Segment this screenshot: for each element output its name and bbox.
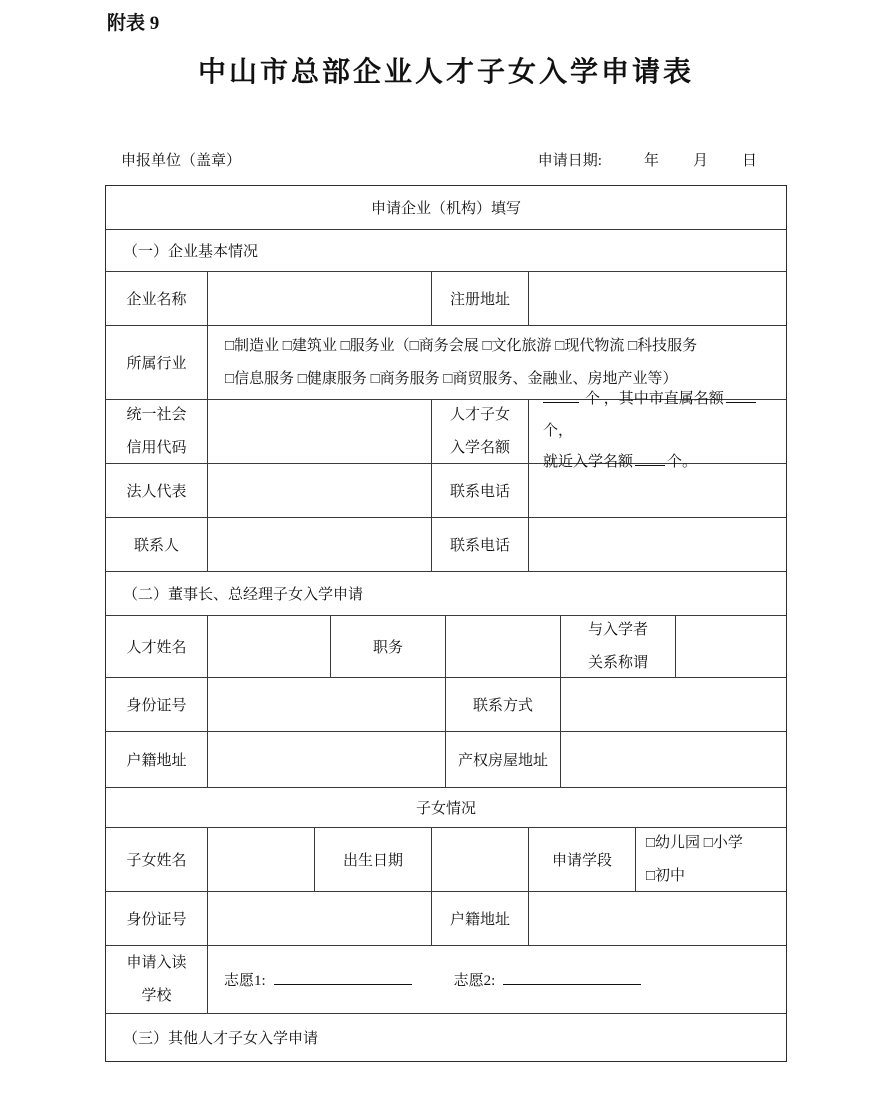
company-name-label: 企业名称 — [106, 272, 208, 325]
choice1-label: 志愿1: — [224, 973, 266, 989]
contact-person-label: 联系人 — [106, 518, 208, 571]
relation-label-line2: 关系称谓 — [587, 654, 648, 671]
stage-options — [636, 828, 786, 891]
row-fill-header — [106, 186, 786, 230]
row-talent-id — [106, 678, 786, 732]
row-children-header — [106, 788, 786, 828]
relation-label — [561, 616, 676, 677]
quota-label — [432, 400, 529, 463]
school-label — [106, 946, 208, 1013]
relation-label-line1: 与入学者 — [587, 622, 648, 639]
talent-hukou-input — [208, 732, 446, 787]
legal-rep-phone-input — [529, 464, 786, 517]
quota-label-line1: 人才子女 — [449, 407, 510, 424]
row-legal-rep — [106, 464, 786, 518]
section1-title: （一）企业基本情况 — [123, 244, 259, 260]
legal-rep-label: 法人代表 — [106, 464, 208, 517]
appendix-label: 附表 9 — [107, 13, 160, 34]
school-label-line2: 学校 — [141, 987, 172, 1004]
choice2-blank — [503, 984, 641, 985]
legal-rep-input — [208, 464, 432, 517]
declare-unit-label: 申报单位（盖章） — [121, 153, 242, 169]
apply-date-label: 申请日期: — [537, 153, 602, 169]
row-section1 — [106, 230, 786, 272]
child-hukou-input — [529, 892, 786, 945]
application-form-table — [105, 185, 787, 1062]
company-name-input — [208, 272, 432, 325]
row-talent-hukou — [106, 732, 786, 788]
birth-date-label: 出生日期 — [315, 828, 432, 891]
date-day-label: 日 — [741, 153, 757, 169]
contact-person-input — [208, 518, 432, 571]
children-header-label: 子女情况 — [415, 801, 476, 817]
credit-code-label-line1: 统一社会 — [126, 407, 187, 424]
relation-input — [676, 616, 786, 677]
choice1-blank — [274, 984, 412, 985]
position-input — [446, 616, 561, 677]
property-address-label: 产权房屋地址 — [446, 732, 561, 787]
talent-id-input — [208, 678, 446, 731]
fill-header-label: 申请企业（机构）填写 — [370, 201, 521, 217]
contact-phone-label: 联系电话 — [432, 518, 529, 571]
row-child-id — [106, 892, 786, 946]
stage-options-line2: □初中 — [646, 867, 686, 884]
credit-code-input — [208, 400, 432, 463]
row-section2 — [106, 572, 786, 616]
school-label-line1: 申请入读 — [126, 955, 187, 972]
credit-code-label — [106, 400, 208, 463]
quota-total-blank — [543, 402, 579, 403]
child-id-label: 身份证号 — [106, 892, 208, 945]
page-title: 中山市总部企业人才子女入学申请表 — [197, 57, 694, 88]
section3-title: （三）其他人才子女入学申请 — [123, 1031, 319, 1047]
date-month-label: 月 — [692, 153, 708, 169]
row-company-name — [106, 272, 786, 326]
school-choices-text — [208, 969, 641, 990]
row-credit-code — [106, 391, 786, 471]
contact-method-label: 联系方式 — [446, 678, 561, 731]
apply-date-group — [538, 149, 787, 170]
row-child-name — [106, 828, 786, 892]
row-school-choices — [106, 946, 786, 1014]
position-label: 职务 — [331, 616, 446, 677]
quota-text-2: 个， — [543, 422, 574, 439]
child-hukou-label: 户籍地址 — [432, 892, 529, 945]
stage-label: 申请学段 — [529, 828, 636, 891]
contact-phone-input — [529, 518, 786, 571]
section2-title: （二）董事长、总经理子女入学申请 — [123, 587, 364, 603]
row-contact-person — [106, 518, 786, 572]
quota-text-3: 就近入学名额 — [543, 454, 634, 471]
quota-direct-blank — [726, 402, 756, 403]
reg-address-input — [529, 272, 786, 325]
quota-detail — [529, 391, 786, 471]
stage-options-text — [636, 827, 743, 892]
legal-rep-phone-label: 联系电话 — [432, 464, 529, 517]
quota-label-line2: 入学名额 — [449, 439, 510, 456]
birth-date-input — [432, 828, 529, 891]
industry-options-line1: □制造业 □建筑业 □服务业（□商务会展 □文化旅游 □现代物流 □科技服务 — [225, 338, 698, 355]
contact-method-input — [561, 678, 786, 731]
quota-text-4: 个。 — [667, 454, 698, 471]
industry-options-line2: □信息服务 □健康服务 □商务服务 □商贸服务、金融业、房地产业等） — [225, 370, 678, 387]
talent-name-label: 人才姓名 — [106, 616, 208, 677]
child-id-input — [208, 892, 432, 945]
credit-code-label-line2: 信用代码 — [126, 439, 187, 456]
child-name-input — [208, 828, 315, 891]
industry-label: 所属行业 — [106, 326, 208, 399]
property-address-input — [561, 732, 786, 787]
date-year-label: 年 — [643, 153, 659, 169]
stage-options-line1: □幼儿园 □小学 — [646, 835, 743, 852]
quota-text-1: 个 ，其中市直属名额 — [585, 391, 724, 408]
choice2-label: 志愿2: — [453, 973, 496, 989]
talent-name-input — [208, 616, 331, 677]
row-talent-name — [106, 616, 786, 678]
talent-id-label: 身份证号 — [106, 678, 208, 731]
reg-address-label: 注册地址 — [432, 272, 529, 325]
talent-hukou-label: 户籍地址 — [106, 732, 208, 787]
row-section3 — [106, 1014, 786, 1061]
school-choices — [208, 946, 786, 1013]
meta-row — [105, 149, 787, 170]
child-name-label: 子女姓名 — [106, 828, 208, 891]
